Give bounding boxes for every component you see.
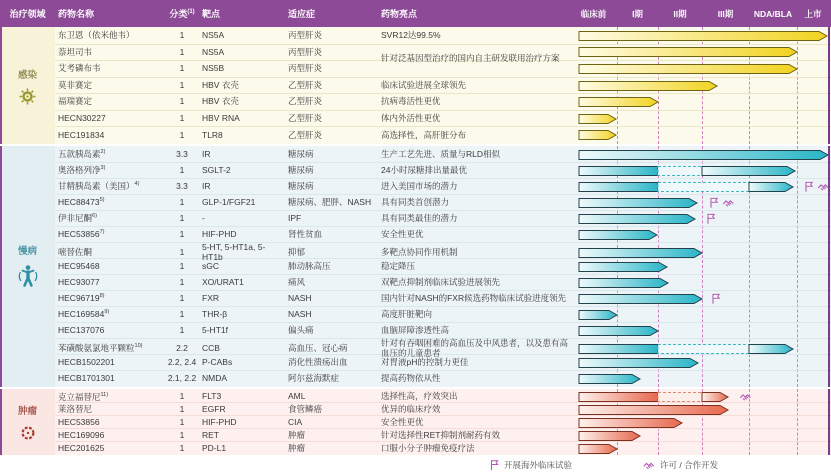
person-icon — [17, 264, 39, 290]
pipeline-row — [55, 429, 831, 442]
bar-cell — [570, 127, 831, 143]
pipeline-row — [55, 179, 831, 195]
drug-class: 1 — [179, 46, 185, 57]
drug-indication: 丙型肝炎 — [288, 30, 323, 41]
drug-name: HEC137076 — [58, 324, 105, 335]
phase-progress-bar — [570, 196, 831, 210]
phase-progress-bar — [570, 29, 831, 43]
phase-progress-bar — [570, 45, 831, 59]
drug-highlight: SVR12达99.5% — [381, 30, 441, 41]
pipeline-row — [55, 416, 831, 429]
phase-progress-bar — [570, 164, 831, 178]
group-chronic — [0, 146, 831, 387]
phase-progress-bar — [570, 212, 831, 226]
pipeline-row — [55, 147, 831, 163]
drug-indication: 糖尿病 — [288, 180, 314, 191]
drug-class: 1 — [179, 276, 185, 287]
bar-cell — [570, 275, 831, 290]
drug-highlight: 血脑屏障渗透性高 — [381, 324, 450, 335]
bar-cell — [570, 111, 831, 127]
drug-highlight: 优异的临床疗效 — [381, 404, 441, 415]
drug-name: 五款胰岛素$^{2)}$ — [58, 149, 106, 160]
drug-indication: 肿瘤 — [288, 430, 306, 441]
drug-class: 1 — [179, 391, 185, 402]
pipeline-groups — [0, 27, 831, 455]
drug-indication: 偏头痛 — [288, 324, 314, 335]
drug-class: 1 — [179, 30, 185, 41]
bar-cell — [570, 61, 831, 77]
drug-target: NS5A — [202, 30, 225, 41]
drug-class: 1 — [179, 228, 185, 239]
phase-progress-bar — [570, 292, 831, 306]
drug-indication: 乙型肝炎 — [288, 96, 323, 107]
drug-name: 艾考磷布韦 — [58, 63, 101, 74]
drug-highlight: 高度肝脏靶向 — [381, 308, 433, 319]
phase-header-1: 临床前 — [580, 8, 607, 19]
therapy-area-label: 感染 — [17, 69, 37, 81]
drug-class: 1 — [179, 212, 185, 223]
drug-highlight: 安全性更优 — [381, 417, 424, 428]
header-phases — [570, 0, 831, 27]
drug-name: HEC169096 — [58, 430, 105, 441]
class-footnote-marker: (1) — [187, 9, 195, 15]
group-rows — [55, 146, 831, 387]
bar-cell — [570, 355, 831, 370]
drug-highlight: 提高药物依从性 — [381, 372, 441, 383]
pipeline-row — [55, 111, 831, 128]
pipeline-row — [55, 390, 831, 403]
drug-class: 1 — [179, 404, 185, 415]
phase-header-2: I期 — [632, 8, 643, 19]
bar-cell — [570, 259, 831, 274]
drug-indication: 糖尿病 — [288, 148, 314, 159]
flag-icon — [713, 294, 719, 304]
drug-class: 2.1, 2.2 — [167, 372, 197, 383]
drug-indication: 高血压、冠心病 — [288, 342, 348, 353]
drug-name: 奥洛格列净$^{3)}$ — [58, 165, 106, 176]
drug-class: 1 — [179, 308, 185, 319]
drug-highlight: 体内外活性更优 — [381, 112, 441, 123]
drug-indication: 肿瘤 — [288, 443, 306, 454]
bar-cell — [570, 291, 831, 306]
flag-icon — [711, 198, 717, 208]
drug-highlight: 高选择性，高肝脏分布 — [381, 129, 467, 140]
market-boundary-line — [828, 146, 830, 387]
left-accent-line — [0, 27, 2, 144]
handshake-icon — [741, 395, 751, 400]
pipeline-row — [55, 275, 831, 291]
header-drug-name: 药物名称 — [58, 9, 95, 19]
bar-cell — [570, 227, 831, 242]
bar-cell — [570, 147, 831, 162]
phase-progress-bar — [570, 442, 831, 456]
drug-name: 嘧替佐酮 — [58, 246, 93, 257]
bar-cell — [570, 179, 831, 194]
drug-name: 福瑞赛定 — [58, 96, 93, 107]
drug-target: SGLT-2 — [202, 164, 231, 175]
bar-cell — [570, 416, 831, 430]
drug-name: HEC53856 — [58, 417, 100, 428]
pipeline-row — [55, 45, 831, 62]
drug-class: 1 — [179, 96, 185, 107]
phase-progress-bar — [570, 324, 831, 338]
phase-progress-bar — [570, 95, 831, 109]
therapy-area-label: 肿瘤 — [17, 405, 37, 417]
pipeline-row — [55, 442, 831, 454]
drug-highlight: 具有同类首创潜力 — [381, 196, 450, 207]
drug-highlight: 双靶点抑制剂临床试验进展领先 — [381, 276, 501, 287]
pipeline-row — [55, 259, 831, 275]
flag-icon — [806, 182, 812, 192]
drug-highlight: 对胃液pH的控制力更佳 — [381, 356, 469, 367]
drug-name: HEC96719$^{8)}$ — [58, 293, 105, 304]
drug-name: 莫非赛定 — [58, 79, 93, 90]
drug-indication: IPF — [288, 212, 302, 223]
table-header — [0, 0, 831, 27]
phase-progress-bar — [570, 228, 831, 242]
drug-target: HBV RNA — [202, 112, 240, 123]
drug-indication: NASH — [288, 308, 312, 319]
drug-indication: AML — [288, 391, 306, 402]
handshake-icon — [644, 463, 654, 468]
drug-highlight: 进入美国市场的潜力 — [381, 180, 458, 191]
drug-target: IR — [202, 148, 211, 159]
drug-highlight: 生产工艺先进、质量与RLD相似 — [381, 148, 501, 159]
drug-name: 克立福替尼$^{11)}$ — [58, 391, 109, 402]
bar-cell — [570, 429, 831, 443]
bar-cell — [570, 371, 831, 386]
drug-indication: 丙型肝炎 — [288, 46, 323, 57]
therapy-area-cell — [0, 389, 55, 455]
pipeline-row — [55, 61, 831, 78]
drug-name: 莱洛替尼 — [58, 404, 93, 415]
drug-class: 1 — [179, 79, 185, 90]
drug-class: 1 — [179, 196, 185, 207]
header-therapy-area: 治疗领域 — [9, 9, 46, 19]
drug-target: sGC — [202, 260, 219, 271]
group-rows — [55, 27, 831, 144]
drug-target: HBV 衣壳 — [202, 96, 239, 107]
drug-name: 苯磺酸氨氯地平颗粒$^{10)}$ — [58, 343, 143, 354]
market-boundary-line — [828, 27, 830, 144]
drug-highlight: 稳定降压 — [381, 260, 416, 271]
bar-cell — [570, 78, 831, 94]
drug-name: HEC53856$^{7)}$ — [58, 229, 105, 240]
legend-label: 许可 / 合作开发 — [660, 460, 719, 470]
drug-class: 1 — [179, 129, 185, 140]
legend — [0, 457, 831, 476]
drug-name: HEC93077 — [58, 276, 100, 287]
left-accent-line — [0, 389, 2, 455]
drug-indication: 丙型肝炎 — [288, 63, 323, 74]
therapy-area-cell — [0, 146, 55, 387]
pipeline-row — [55, 355, 831, 371]
bar-cell — [570, 442, 831, 456]
phase-progress-bar — [570, 148, 831, 162]
drug-name: 甘精胰岛素（美国）$^{4)}$ — [58, 181, 140, 192]
phase-progress-bar — [570, 308, 831, 322]
drug-indication: 糖尿病、肥胖、NASH — [288, 196, 372, 207]
drug-indication: 肺动脉高压 — [288, 260, 331, 271]
drug-class: 1 — [179, 112, 185, 123]
pipeline-row — [55, 403, 831, 416]
drug-name: HECB1502201 — [58, 356, 115, 367]
drug-indication: 肾性贫血 — [288, 228, 323, 239]
drug-name: HEC88473$^{5)}$ — [58, 197, 105, 208]
drug-target: 5-HT1f — [202, 324, 228, 335]
drug-name: HECN30227 — [58, 112, 106, 123]
drug-class: 1 — [179, 417, 185, 428]
header-highlight: 药物亮点 — [381, 9, 418, 19]
pipeline-row — [55, 307, 831, 323]
phase-progress-bar — [570, 416, 831, 430]
drug-highlight: 临床试验进展全球领先 — [381, 79, 467, 90]
pipeline-row — [55, 323, 831, 339]
pipeline-row — [55, 94, 831, 111]
header-indication: 适应症 — [288, 9, 316, 19]
bar-cell — [570, 94, 831, 110]
pipeline-row — [55, 242, 831, 262]
drug-highlight: 多靶点协同作用机制 — [381, 246, 458, 257]
drug-target: HBV 衣壳 — [202, 79, 239, 90]
therapy-area-cell — [0, 27, 55, 144]
drug-target: FXR — [202, 292, 219, 303]
drug-class: 3.3 — [176, 180, 188, 191]
drug-target: IR — [202, 180, 211, 191]
footnote-marker: 2) — [100, 149, 106, 156]
phase-progress-bar — [570, 403, 831, 417]
phase-progress-bar — [570, 390, 831, 404]
drug-class: 1 — [179, 292, 185, 303]
drug-target: HIF-PHD — [202, 228, 237, 239]
phase-progress-bar — [570, 128, 831, 142]
phase-header-6: 上市 — [804, 8, 822, 19]
phase-header-4: III期 — [717, 8, 734, 19]
group-infection — [0, 27, 831, 144]
phase-progress-bar — [570, 246, 831, 260]
drug-indication: 痛风 — [288, 276, 306, 287]
bar-cell — [570, 390, 831, 404]
bar-cell — [570, 163, 831, 178]
bar-cell — [570, 211, 831, 226]
legend-item — [643, 459, 718, 471]
drug-name: 东卫恩（依米他韦） — [58, 30, 135, 41]
legend-item — [490, 459, 572, 471]
drug-target: NS5A — [202, 46, 225, 57]
drug-class: 1 — [179, 430, 185, 441]
drug-indication: NASH — [288, 292, 312, 303]
drug-class: 1 — [179, 260, 185, 271]
drug-target: 5-HT, 5-HT1a, 5-HT1b — [202, 242, 266, 262]
drug-indication: 糖尿病 — [288, 164, 314, 175]
bar-cell — [570, 323, 831, 338]
phase-header-3: II期 — [673, 8, 687, 19]
drug-target: TLR8 — [202, 129, 223, 140]
drug-name: 伊非尼酮$^{6)}$ — [58, 213, 97, 224]
therapy-area-label: 慢病 — [17, 246, 37, 257]
drug-class: 1 — [179, 443, 185, 454]
drug-highlight: 针对有吞咽困难的高血压及中风患者，以及患有高血压的儿童患者 — [381, 338, 569, 358]
drug-target: PD-L1 — [202, 443, 227, 454]
drug-indication: 乙型肝炎 — [288, 112, 323, 123]
drug-class: 2.2, 2.4 — [167, 356, 197, 367]
pipeline-row — [55, 211, 831, 227]
drug-name: 萘坦司韦 — [58, 46, 93, 57]
footnote-marker: 10) — [134, 343, 143, 350]
drug-class: 2.2 — [176, 342, 188, 353]
bar-cell — [570, 403, 831, 417]
footnote-marker: 3) — [100, 165, 106, 172]
phase-progress-bar — [570, 429, 831, 443]
drug-target: RET — [202, 430, 219, 441]
phase-progress-bar — [570, 260, 831, 274]
drug-indication: 消化性溃疡出血 — [288, 356, 348, 367]
drug-name: HECB1701301 — [58, 372, 115, 383]
handshake-icon — [724, 200, 734, 205]
drug-class: 1 — [179, 164, 185, 175]
drug-indication: 乙型肝炎 — [288, 129, 323, 140]
group-oncology — [0, 389, 831, 455]
drug-name: HEC95468 — [58, 260, 100, 271]
drug-indication: 抑郁 — [288, 246, 306, 257]
drug-highlight: 选择性高，疗效突出 — [381, 391, 458, 402]
drug-class: 1 — [179, 324, 185, 335]
drug-target: NS5B — [202, 63, 225, 74]
phase-progress-bar — [570, 372, 831, 386]
header-target: 靶点 — [202, 9, 221, 19]
pipeline-row — [55, 28, 831, 45]
drug-indication: CIA — [288, 417, 303, 428]
legend-label: 开展海外临床试验 — [504, 460, 573, 470]
drug-target: XO/URAT1 — [202, 276, 244, 287]
phase-progress-bar — [570, 62, 831, 76]
drug-class: 1 — [179, 63, 185, 74]
pipeline-row — [55, 127, 831, 143]
flag-icon — [708, 214, 714, 224]
drug-target: EGFR — [202, 404, 226, 415]
virus-icon — [19, 88, 36, 105]
drug-target: THR-β — [202, 308, 228, 319]
phase-progress-bar — [570, 79, 831, 93]
phase-progress-bar — [570, 342, 831, 356]
footnote-marker: 5) — [99, 197, 105, 204]
drug-target: NMDA — [202, 372, 228, 383]
drug-highlight: 24小时尿糖排出量最优 — [381, 164, 467, 175]
phase-progress-bar — [570, 112, 831, 126]
handshake-icon — [819, 184, 829, 189]
drug-indication: 食管鳞癌 — [288, 404, 323, 415]
header-class: 分类$^{(1)}$ — [169, 9, 195, 19]
drug-target: CCB — [202, 342, 220, 353]
left-accent-line — [0, 146, 2, 387]
drug-highlight: 口服小分子肿瘤免疫疗法 — [381, 443, 475, 454]
drug-highlight: 安全性更优 — [381, 228, 424, 239]
pipeline-row — [55, 195, 831, 211]
drug-highlight: 针对选择性RET抑制剂耐药有效 — [381, 430, 501, 441]
drug-target: - — [202, 212, 205, 223]
drug-highlight: 抗病毒活性更优 — [381, 96, 441, 107]
footnote-marker: 6) — [92, 213, 97, 220]
drug-name: HEC191834 — [58, 129, 105, 140]
phase-header-5: NDA/BLA — [753, 8, 793, 19]
drug-name: HEC201625 — [58, 443, 105, 454]
bar-cell — [570, 307, 831, 322]
drug-target: P-CABs — [202, 356, 233, 367]
drug-class: 1 — [179, 246, 185, 257]
drug-name: HEC169584$^{9)}$ — [58, 309, 110, 320]
footnote-marker: 8) — [99, 293, 105, 300]
pipeline-row — [55, 78, 831, 95]
drug-class: 3.3 — [176, 148, 188, 159]
pipeline-row — [55, 371, 831, 386]
flag-icon — [492, 460, 498, 470]
group-rows — [55, 389, 831, 455]
drug-target: GLP-1/FGF21 — [202, 196, 256, 207]
cell-icon — [19, 424, 37, 442]
phase-progress-bar — [570, 356, 831, 370]
market-boundary-line — [828, 389, 830, 455]
drug-target: FLT3 — [202, 391, 222, 402]
bar-cell — [570, 195, 831, 210]
pipeline-row — [55, 338, 831, 358]
bar-cell — [570, 28, 831, 44]
footnote-marker: 4) — [134, 181, 140, 188]
pipeline-row — [55, 291, 831, 307]
bar-cell — [570, 45, 831, 61]
phase-progress-bar — [570, 180, 831, 194]
drug-highlight: 针对泛基因型治疗的国内自主研发联用治疗方案 — [381, 52, 560, 63]
pipeline-row — [55, 227, 831, 243]
footnote-marker: 9) — [104, 309, 110, 316]
pipeline-row — [55, 163, 831, 179]
drug-highlight: 国内针对NASH的FXR候选药物临床试验进度领先 — [381, 292, 567, 303]
drug-indication: 乙型肝炎 — [288, 79, 323, 90]
drug-highlight: 具有同类最佳的潜力 — [381, 212, 458, 223]
footnote-marker: 7) — [99, 229, 105, 236]
footnote-marker: 11) — [100, 391, 109, 398]
phase-progress-bar — [570, 276, 831, 290]
drug-indication: 阿尔兹海默症 — [288, 372, 340, 383]
drug-target: HIF-PHD — [202, 417, 237, 428]
